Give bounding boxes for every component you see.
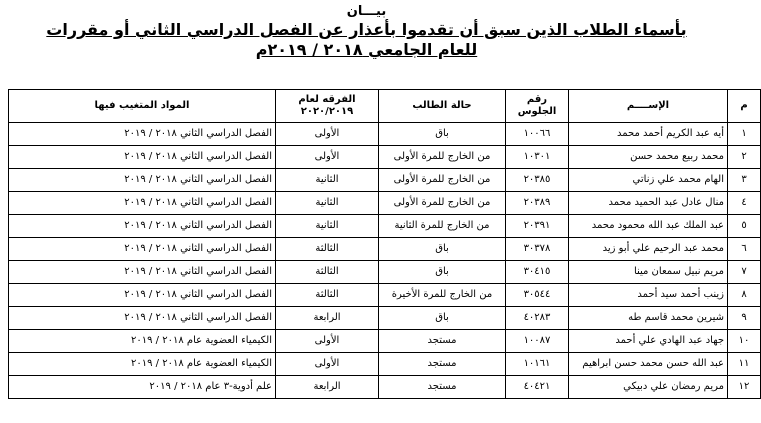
table-header-row <box>9 90 761 123</box>
cell-year: الثانية <box>276 192 379 215</box>
cell-index: ١١ <box>728 353 761 376</box>
table-row <box>9 376 761 399</box>
cell-status: من الخارج للمرة الأولى <box>379 192 506 215</box>
cell-name: مريم رمضان علي دبيكي <box>569 376 728 399</box>
cell-status: باق <box>379 238 506 261</box>
cell-seat-number: ٣٠٤١٥ <box>506 261 569 284</box>
cell-index: ٦ <box>728 238 761 261</box>
cell-year: الثالثة <box>276 284 379 307</box>
table-row <box>9 215 761 238</box>
table-row <box>9 307 761 330</box>
column-header-name: الإســــم <box>569 90 728 123</box>
cell-subjects: الفصل الدراسي الثاني ٢٠١٨ / ٢٠١٩ <box>9 238 276 261</box>
cell-name: مريم نبيل سمعان مينا <box>569 261 728 284</box>
cell-subjects: الفصل الدراسي الثاني ٢٠١٨ / ٢٠١٩ <box>9 169 276 192</box>
cell-subjects: الفصل الدراسي الثاني ٢٠١٨ / ٢٠١٩ <box>9 123 276 146</box>
cell-index: ٤ <box>728 192 761 215</box>
table-row <box>9 353 761 376</box>
document-header <box>0 4 733 60</box>
cell-name: منال عادل عبد الحميد محمد <box>569 192 728 215</box>
cell-seat-number: ٢٠٣٩١ <box>506 215 569 238</box>
column-header-status: حالة الطالب <box>379 90 506 123</box>
cell-year: الرابعة <box>276 307 379 330</box>
column-header-subjects: المواد المتغيب فيها <box>9 90 276 123</box>
students-table <box>8 89 761 399</box>
cell-index: ٨ <box>728 284 761 307</box>
table-row <box>9 238 761 261</box>
cell-name: زينب أحمد سيد أحمد <box>569 284 728 307</box>
cell-subjects: الفصل الدراسي الثاني ٢٠١٨ / ٢٠١٩ <box>9 215 276 238</box>
cell-name: محمد عبد الرحيم علي أبو زيد <box>569 238 728 261</box>
cell-subjects: الكيمياء العضوية عام ٢٠١٨ / ٢٠١٩ <box>9 330 276 353</box>
cell-status: مستجد <box>379 376 506 399</box>
column-header-year <box>276 90 379 123</box>
cell-year: الثانية <box>276 169 379 192</box>
table-row <box>9 146 761 169</box>
table-row <box>9 169 761 192</box>
cell-seat-number: ٣٠٣٧٨ <box>506 238 569 261</box>
column-header-year-line2: ٢٠٢٠/٢٠١٩ <box>300 106 354 117</box>
table-row <box>9 284 761 307</box>
cell-year: الأولى <box>276 330 379 353</box>
document-title-line2: للعام الجامعي ٢٠١٨ / ٢٠١٩م <box>255 40 478 59</box>
cell-status: من الخارج للمرة الثانية <box>379 215 506 238</box>
cell-subjects: الكيمياء العضوية عام ٢٠١٨ / ٢٠١٩ <box>9 353 276 376</box>
cell-seat-number: ٢٠٣٨٥ <box>506 169 569 192</box>
cell-seat-number: ٤٠٤٢١ <box>506 376 569 399</box>
cell-seat-number: ١٠٣٠١ <box>506 146 569 169</box>
document-title-line1: بأسماء الطلاب الذين سبق أن تقدموا بأعذار عن الفصل الدراسي الثاني أو مقررات <box>46 20 687 39</box>
cell-index: ٢ <box>728 146 761 169</box>
cell-subjects: الفصل الدراسي الثاني ٢٠١٨ / ٢٠١٩ <box>9 146 276 169</box>
cell-name: جهاد عبد الهادي علي أحمد <box>569 330 728 353</box>
cell-subjects: علم أدوية-٣ عام ٢٠١٨ / ٢٠١٩ <box>9 376 276 399</box>
cell-index: ١٠ <box>728 330 761 353</box>
cell-year: الأولى <box>276 146 379 169</box>
table-row <box>9 330 761 353</box>
cell-status: باق <box>379 307 506 330</box>
cell-year: الثالثة <box>276 238 379 261</box>
cell-index: ٧ <box>728 261 761 284</box>
cell-index: ٣ <box>728 169 761 192</box>
cell-status: من الخارج للمرة الأولى <box>379 169 506 192</box>
cell-seat-number: ١٠٠٨٧ <box>506 330 569 353</box>
cell-status: باق <box>379 261 506 284</box>
column-header-seat-line2: الجلوس <box>517 106 557 117</box>
cell-status: مستجد <box>379 353 506 376</box>
cell-seat-number: ١٠١٦١ <box>506 353 569 376</box>
table-row <box>9 123 761 146</box>
cell-index: ٥ <box>728 215 761 238</box>
cell-status: باق <box>379 123 506 146</box>
cell-status: من الخارج للمرة الأخيرة <box>379 284 506 307</box>
cell-status: من الخارج للمرة الأولى <box>379 146 506 169</box>
cell-seat-number: ١٠٠٦٦ <box>506 123 569 146</box>
table-row <box>9 192 761 215</box>
cell-subjects: الفصل الدراسي الثاني ٢٠١٨ / ٢٠١٩ <box>9 192 276 215</box>
document-label: بيـــان <box>346 4 387 19</box>
cell-name: عبد الله حسن محمد حسن ابراهيم <box>569 353 728 376</box>
cell-subjects: الفصل الدراسي الثاني ٢٠١٨ / ٢٠١٩ <box>9 307 276 330</box>
cell-name: عبد الملك عبد الله محمود محمد <box>569 215 728 238</box>
cell-name: شيرين محمد قاسم طه <box>569 307 728 330</box>
cell-index: ٩ <box>728 307 761 330</box>
cell-name: أيه عبد الكريم أحمد محمد <box>569 123 728 146</box>
column-header-year-line1: الفرقه لعام <box>298 94 356 105</box>
cell-year: الأولى <box>276 353 379 376</box>
cell-index: ١٢ <box>728 376 761 399</box>
cell-year: الأولى <box>276 123 379 146</box>
column-header-index: م <box>728 90 761 123</box>
cell-subjects: الفصل الدراسي الثاني ٢٠١٨ / ٢٠١٩ <box>9 261 276 284</box>
column-header-seat-line1: رقم <box>526 94 548 105</box>
table-row <box>9 261 761 284</box>
cell-year: الثانية <box>276 215 379 238</box>
cell-seat-number: ٤٠٢٨٣ <box>506 307 569 330</box>
cell-year: الرابعة <box>276 376 379 399</box>
cell-name: محمد ربيع محمد حسن <box>569 146 728 169</box>
cell-status: مستجد <box>379 330 506 353</box>
cell-year: الثالثة <box>276 261 379 284</box>
cell-subjects: الفصل الدراسي الثاني ٢٠١٨ / ٢٠١٩ <box>9 284 276 307</box>
column-header-seat-number <box>506 90 569 123</box>
cell-seat-number: ٢٠٣٨٩ <box>506 192 569 215</box>
cell-seat-number: ٣٠٥٤٤ <box>506 284 569 307</box>
cell-index: ١ <box>728 123 761 146</box>
cell-name: الهام محمد علي زناتي <box>569 169 728 192</box>
